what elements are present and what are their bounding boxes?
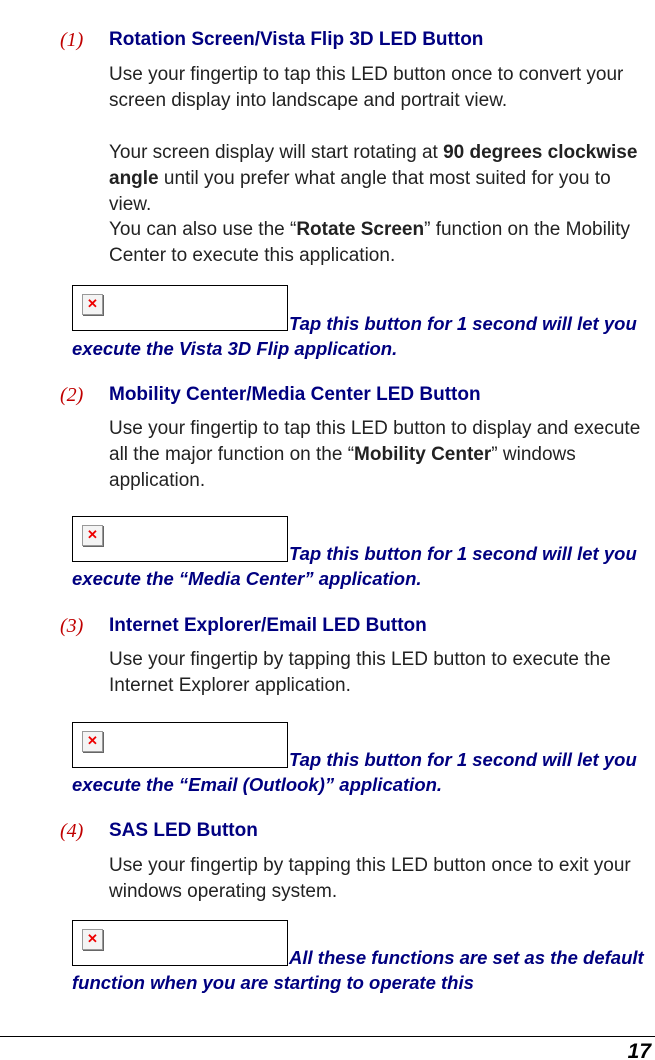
body-paragraph: Use your fingertip to tap this LED button once to convert your screen display into landscape and portrait view. bbox=[109, 64, 624, 111]
body-paragraph: You can also use the “Rotate Screen” function on the Mobility Center to execute this application. bbox=[109, 219, 631, 266]
section-number: (3) bbox=[60, 615, 84, 637]
section-heading: Mobility Center/Media Center LED Button bbox=[109, 384, 481, 405]
page-number: 17 bbox=[627, 1040, 651, 1060]
caption: All these functions are set as the default function when you are starting to operate this bbox=[72, 947, 644, 993]
body-paragraph: Your screen display will start rotating at 90 degrees clockwise angle until you prefer what angle that most suited for you to view. bbox=[109, 142, 638, 215]
section-heading: Internet Explorer/Email LED Button bbox=[109, 615, 427, 636]
body-paragraph: Use your fingertip by tapping this LED button once to exit your windows operating system. bbox=[109, 855, 631, 902]
section-heading: Rotation Screen/Vista Flip 3D LED Button bbox=[109, 29, 484, 50]
caption: Tap this button for 1 second will let you execute the “Email (Outlook)” application. bbox=[72, 749, 637, 795]
section-number: (2) bbox=[60, 384, 84, 406]
broken-image-icon: ✕ bbox=[82, 294, 103, 315]
section-number: (1) bbox=[60, 29, 84, 51]
broken-image-icon: ✕ bbox=[82, 525, 103, 546]
broken-image-icon: ✕ bbox=[82, 929, 103, 950]
caption: Tap this button for 1 second will let you execute the Vista 3D Flip application. bbox=[72, 313, 637, 359]
caption: Tap this button for 1 second will let you execute the “Media Center” application. bbox=[72, 543, 637, 589]
section-number: (4) bbox=[60, 820, 84, 842]
body-paragraph: Use your fingertip by tapping this LED button to execute the Internet Explorer application. bbox=[109, 649, 611, 696]
footer-rule bbox=[0, 1036, 655, 1037]
broken-image-icon: ✕ bbox=[82, 731, 103, 752]
body-paragraph: Use your fingertip to tap this LED button to display and execute all the major function on the “Mobility Center” windows application. bbox=[109, 418, 641, 491]
section-heading: SAS LED Button bbox=[109, 820, 258, 841]
